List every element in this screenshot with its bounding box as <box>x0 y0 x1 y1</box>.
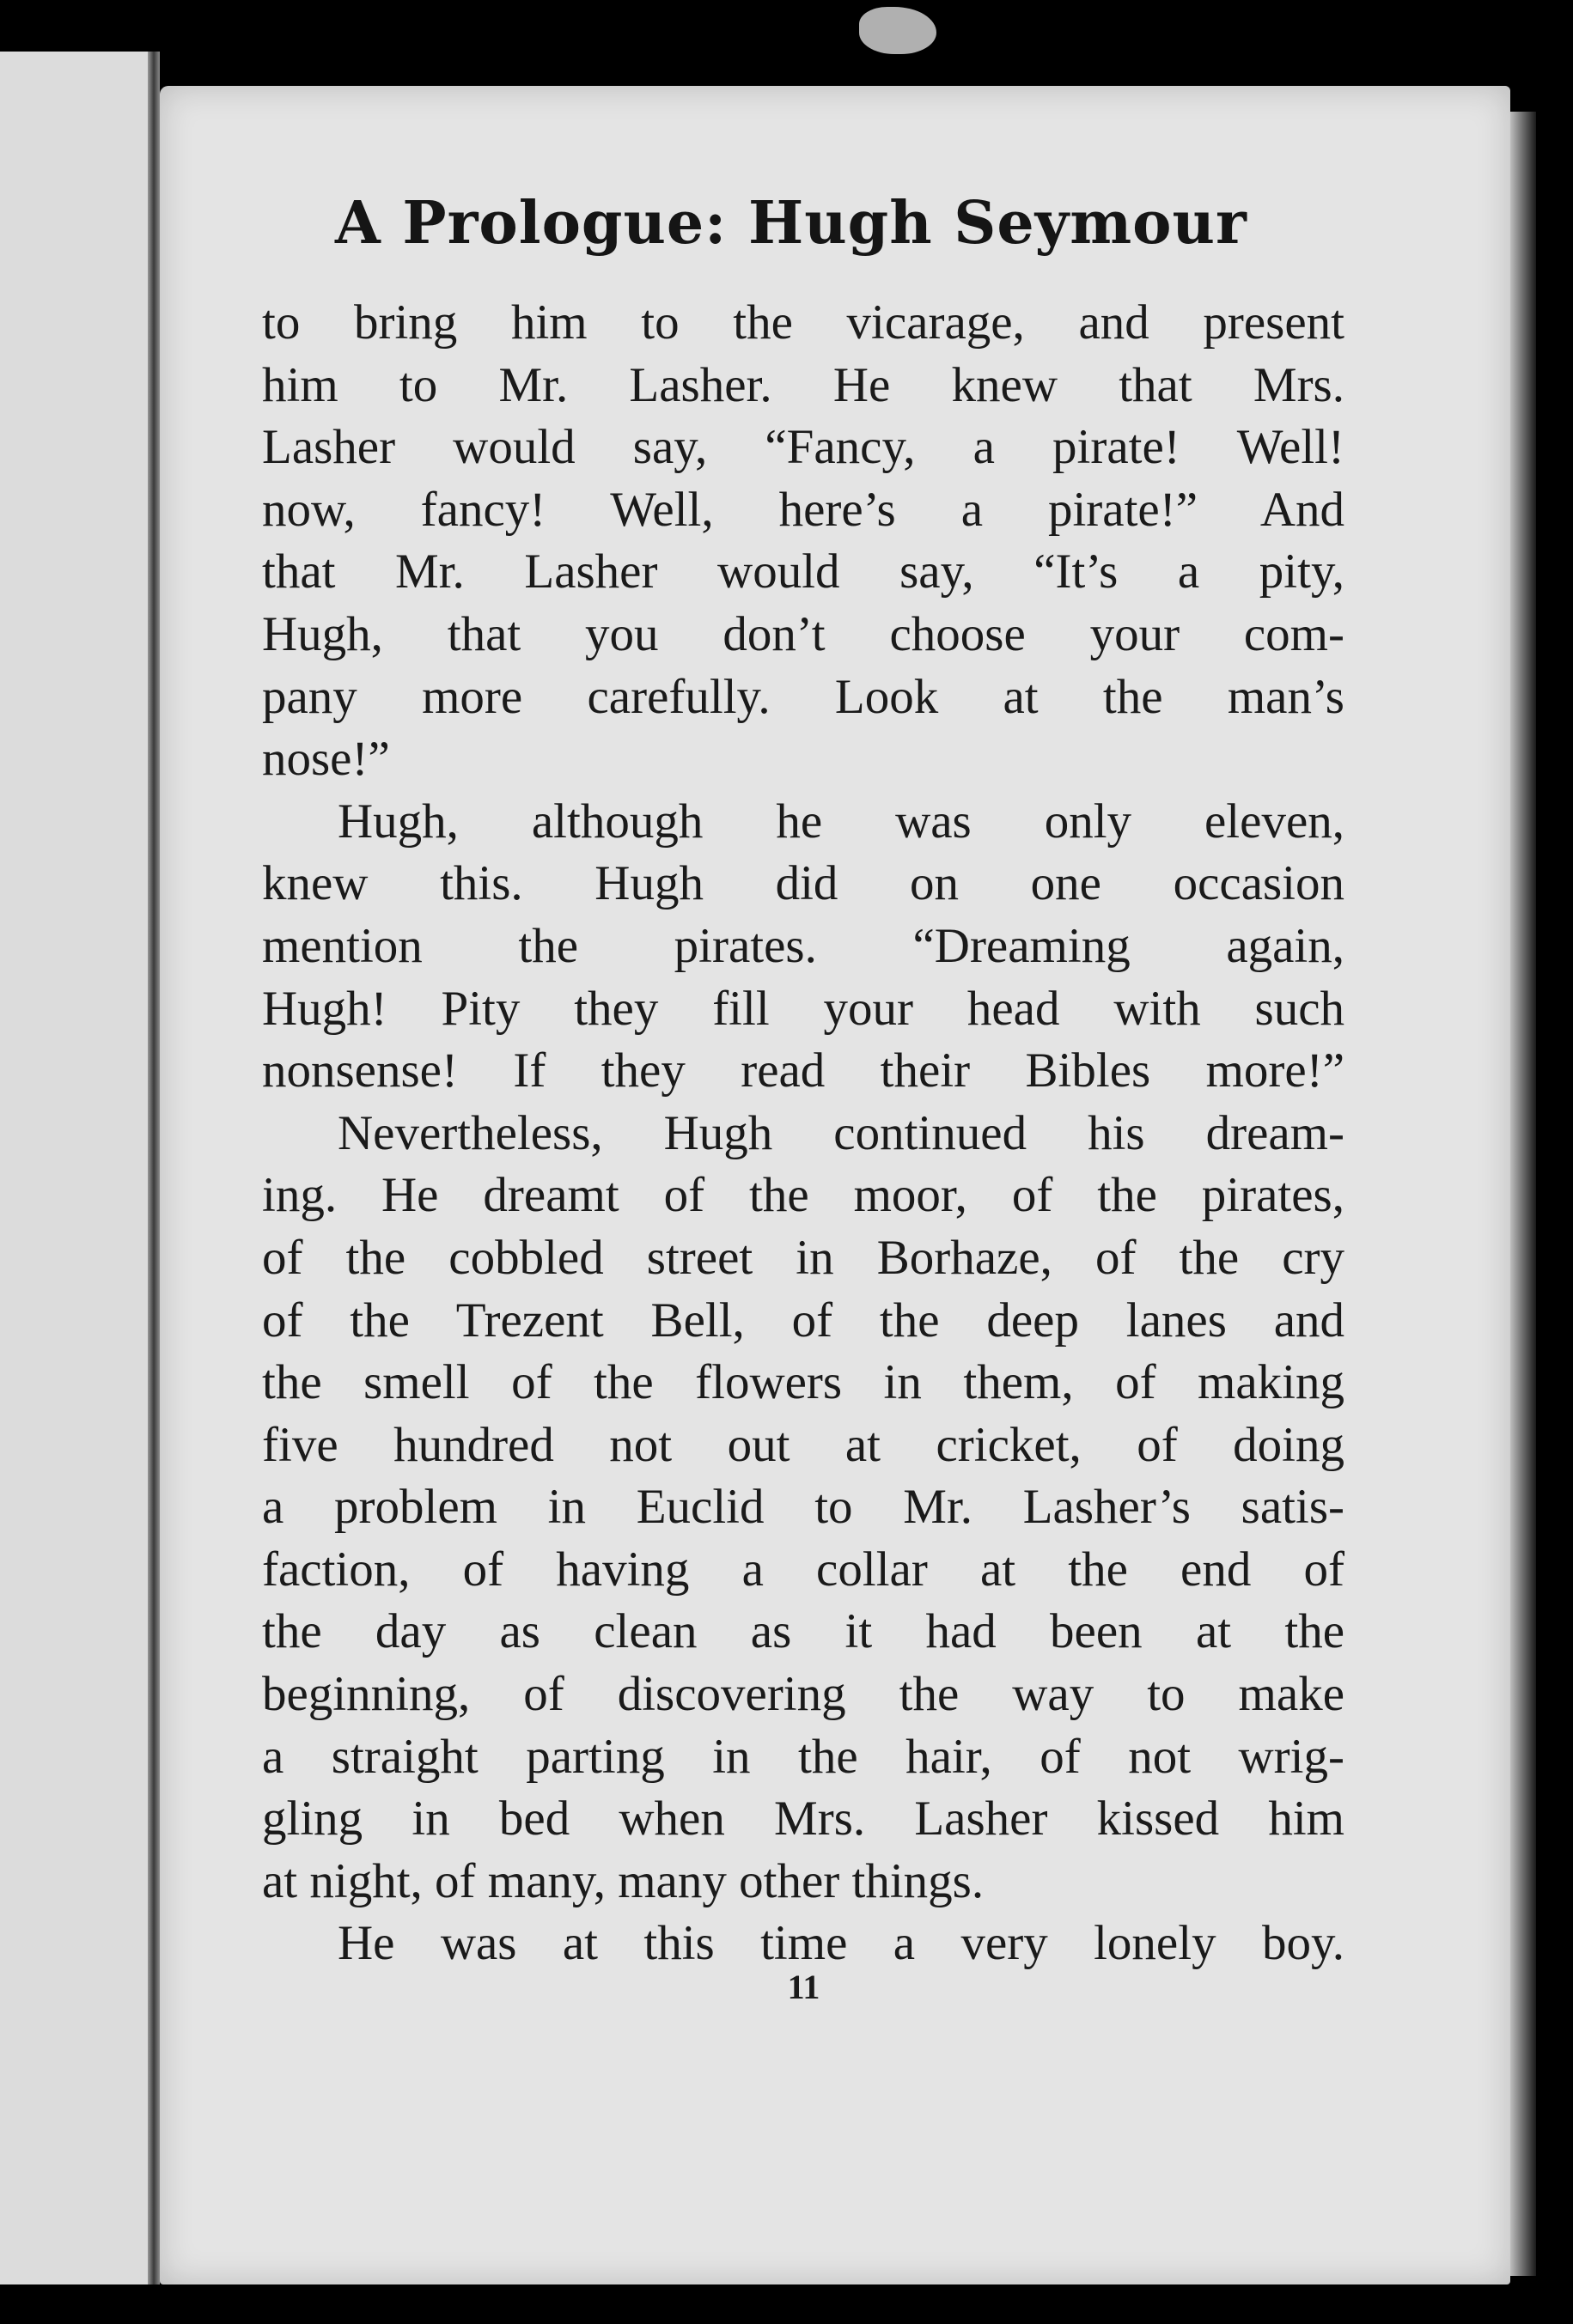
text-line: gling in bed when Mrs. Lasher kissed him <box>262 1792 1344 1846</box>
scan-smudge <box>859 7 936 54</box>
text-line: five hundred not out at cricket, of doing <box>262 1417 1344 1472</box>
text-line: the smell of the flowers in them, of making <box>262 1355 1344 1410</box>
text-line: beginning, of discovering the way to make <box>262 1667 1344 1722</box>
book-gutter <box>148 52 160 2284</box>
text-line: Hugh! Pity they fill your head with such <box>262 981 1344 1036</box>
text-line: a problem in Euclid to Mr. Lasher’s satis- <box>262 1480 1344 1535</box>
text-line: Nevertheless, Hugh continued his dream- <box>338 1105 1344 1160</box>
text-line: the day as clean as it had been at the <box>262 1604 1344 1659</box>
text-line: Lasher would say, “Fancy, a pirate! Well! <box>262 420 1344 475</box>
text-line: at night, of many, many other things. <box>262 1853 985 1908</box>
text-line: pany more carefully. Look at the man’s <box>262 669 1344 724</box>
text-line: of the Trezent Bell, of the deep lanes and <box>262 1293 1344 1348</box>
page-right-edge <box>1510 112 1536 2276</box>
text-line: that Mr. Lasher would say, “It’s a pity, <box>262 544 1344 599</box>
text-line: Hugh, although he was only eleven, <box>338 794 1344 849</box>
text-line: mention the pirates. “Dreaming again, <box>262 918 1344 973</box>
running-head: A Prologue: Hugh Seymour <box>335 189 1247 258</box>
text-line: nose!” <box>262 732 390 787</box>
text-line: a straight parting in the hair, of not wrig- <box>262 1729 1344 1784</box>
text-line: of the cobbled street in Borhaze, of the cry <box>262 1230 1344 1285</box>
previous-page-edge <box>0 52 153 2284</box>
text-line: now, fancy! Well, here’s a pirate!” And <box>262 482 1344 537</box>
text-line: nonsense! If they read their Bibles more!” <box>262 1043 1344 1098</box>
text-line: faction, of having a collar at the end of <box>262 1542 1344 1597</box>
body-text <box>262 292 1344 1975</box>
text-line: to bring him to the vicarage, and present <box>262 295 1344 350</box>
text-line: ing. He dreamt of the moor, of the pirates, <box>262 1168 1344 1223</box>
text-line: knew this. Hugh did on one occasion <box>262 856 1344 911</box>
text-line: Hugh, that you don’t choose your com- <box>262 606 1344 661</box>
text-line: He was at this time a very lonely boy. <box>338 1916 1344 1971</box>
page-number: 11 <box>787 1968 820 2006</box>
text-line: him to Mr. Lasher. He knew that Mrs. <box>262 357 1344 412</box>
